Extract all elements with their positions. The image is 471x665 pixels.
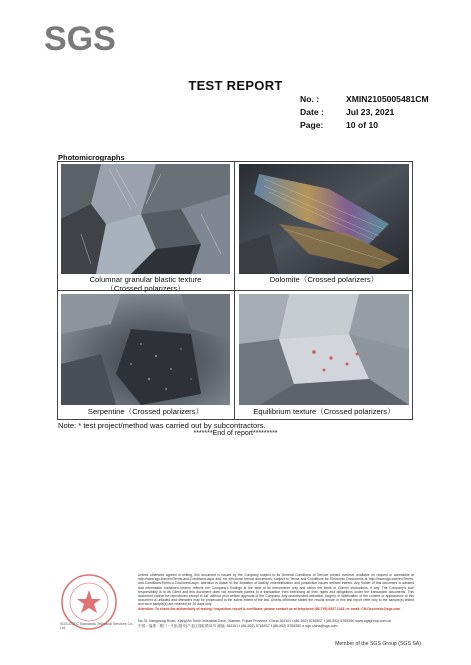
disclaimer-text: Unless otherwise agreed in writing, this document is issued by the Company subject to its General Conditions of Service printed overleaf, available on request or accessible at http://www.sgs.com/en/Terms-and-Conditions.aspx and, for electronic format documents, subject to Terms and Conditions for Electronic Documents at http://www.sgs.com/en/Terms-and-Conditions/Terms-e-Document.aspx. Attention is drawn to the limitation of liability, indemnification and jurisdiction issues defined therein. Any holder of this document is advised that information contained hereon reflects the Company's findings at the time of its intervention only and within the limits of Client's instructions, if any. The Company's sole responsibility is to its Client and this document does not exonerate parties to a transaction from exercising all their rights and obligations under the transaction documents. This document cannot be reproduced except in full, without prior written approval of the Company. Any unauthorized alteration, forgery or falsification of the content or appearance of this document is unlawful and offenders may be prosecuted to the fullest extent of the law. Unless otherwise stated the results shown in this test report refer only to the sample(s) tested and such sample(s) are retained for 30 days only. [138,573,414,607]
report-page-label: Page: [300,120,324,130]
report-title: TEST REPORT [188,78,283,93]
photo-4-caption [239,407,409,416]
footnote: Note: * test project/method was carried out by subcontractors. [58,421,266,430]
report-page-row [300,119,429,132]
photo-2-caption-line1: Dolomite（Crossed polarizers） [269,275,379,284]
report-number-label: No. : [300,94,320,104]
photo-1-caption-line1: Columnar granular blastic texture [89,275,202,284]
end-of-report: *******End of report********* [193,430,278,437]
photo-1-caption-line2: （Crossed polarizers） [106,284,185,293]
photo-2-caption [239,275,409,284]
address-chinese: 中国・福建・厦门・火炬(翔安)产业区翔虹路31号 邮编: 361101 t (86-592) 5765937 f (86-592) 5765390 e sgs.china@sgs.com [138,623,338,628]
report-date-label: Date : [300,107,324,117]
disclaimer [138,573,414,629]
report-number-value: XMIN2105005481CM [346,94,429,104]
sgs-logo-text: SGS [44,20,116,56]
sgs-member-line: Member of the SGS Group (SGS SA) [335,641,421,647]
authenticity-attention: Attention: To check the authenticity of testing / inspection report & certificate, please contact us at telephone (86-755) 8307 1443, or email: CN.Doccheck@sgs.com [138,606,401,611]
photomicrograph-serpentine [61,294,230,405]
photo-1-caption [61,275,230,293]
report-number-row [300,93,429,106]
photomicrograph-equilibrium [239,294,409,405]
section-label: Photomicrographs [58,153,125,162]
report-date-value: Jul 23, 2021 [346,107,395,117]
address-english: No.31 Xianghong Road, Xiang'An Torch Industrial Zone, Xiamen, Fujian Province, China 361101 t (86-592) 5765937 f (86-592) 5765390 www.sgsgroup.com.cn [138,618,392,623]
stamp-label: SGS-CSTC Standards Technical Services Co., Ltd. [60,622,135,630]
photomicrograph-columnar [61,164,230,274]
photo-3-caption [61,407,230,416]
report-meta [300,93,429,132]
photomicrograph-dolomite [239,164,409,274]
photo-3-caption-line1: Serpentine（Crossed polarizers） [87,407,204,416]
sgs-logo [44,18,124,56]
photo-4-caption-line1: Equilibrium texture（Crossed polarizers） [253,407,395,416]
report-date-row [300,106,429,119]
report-page-value: 10 of 10 [346,120,379,130]
